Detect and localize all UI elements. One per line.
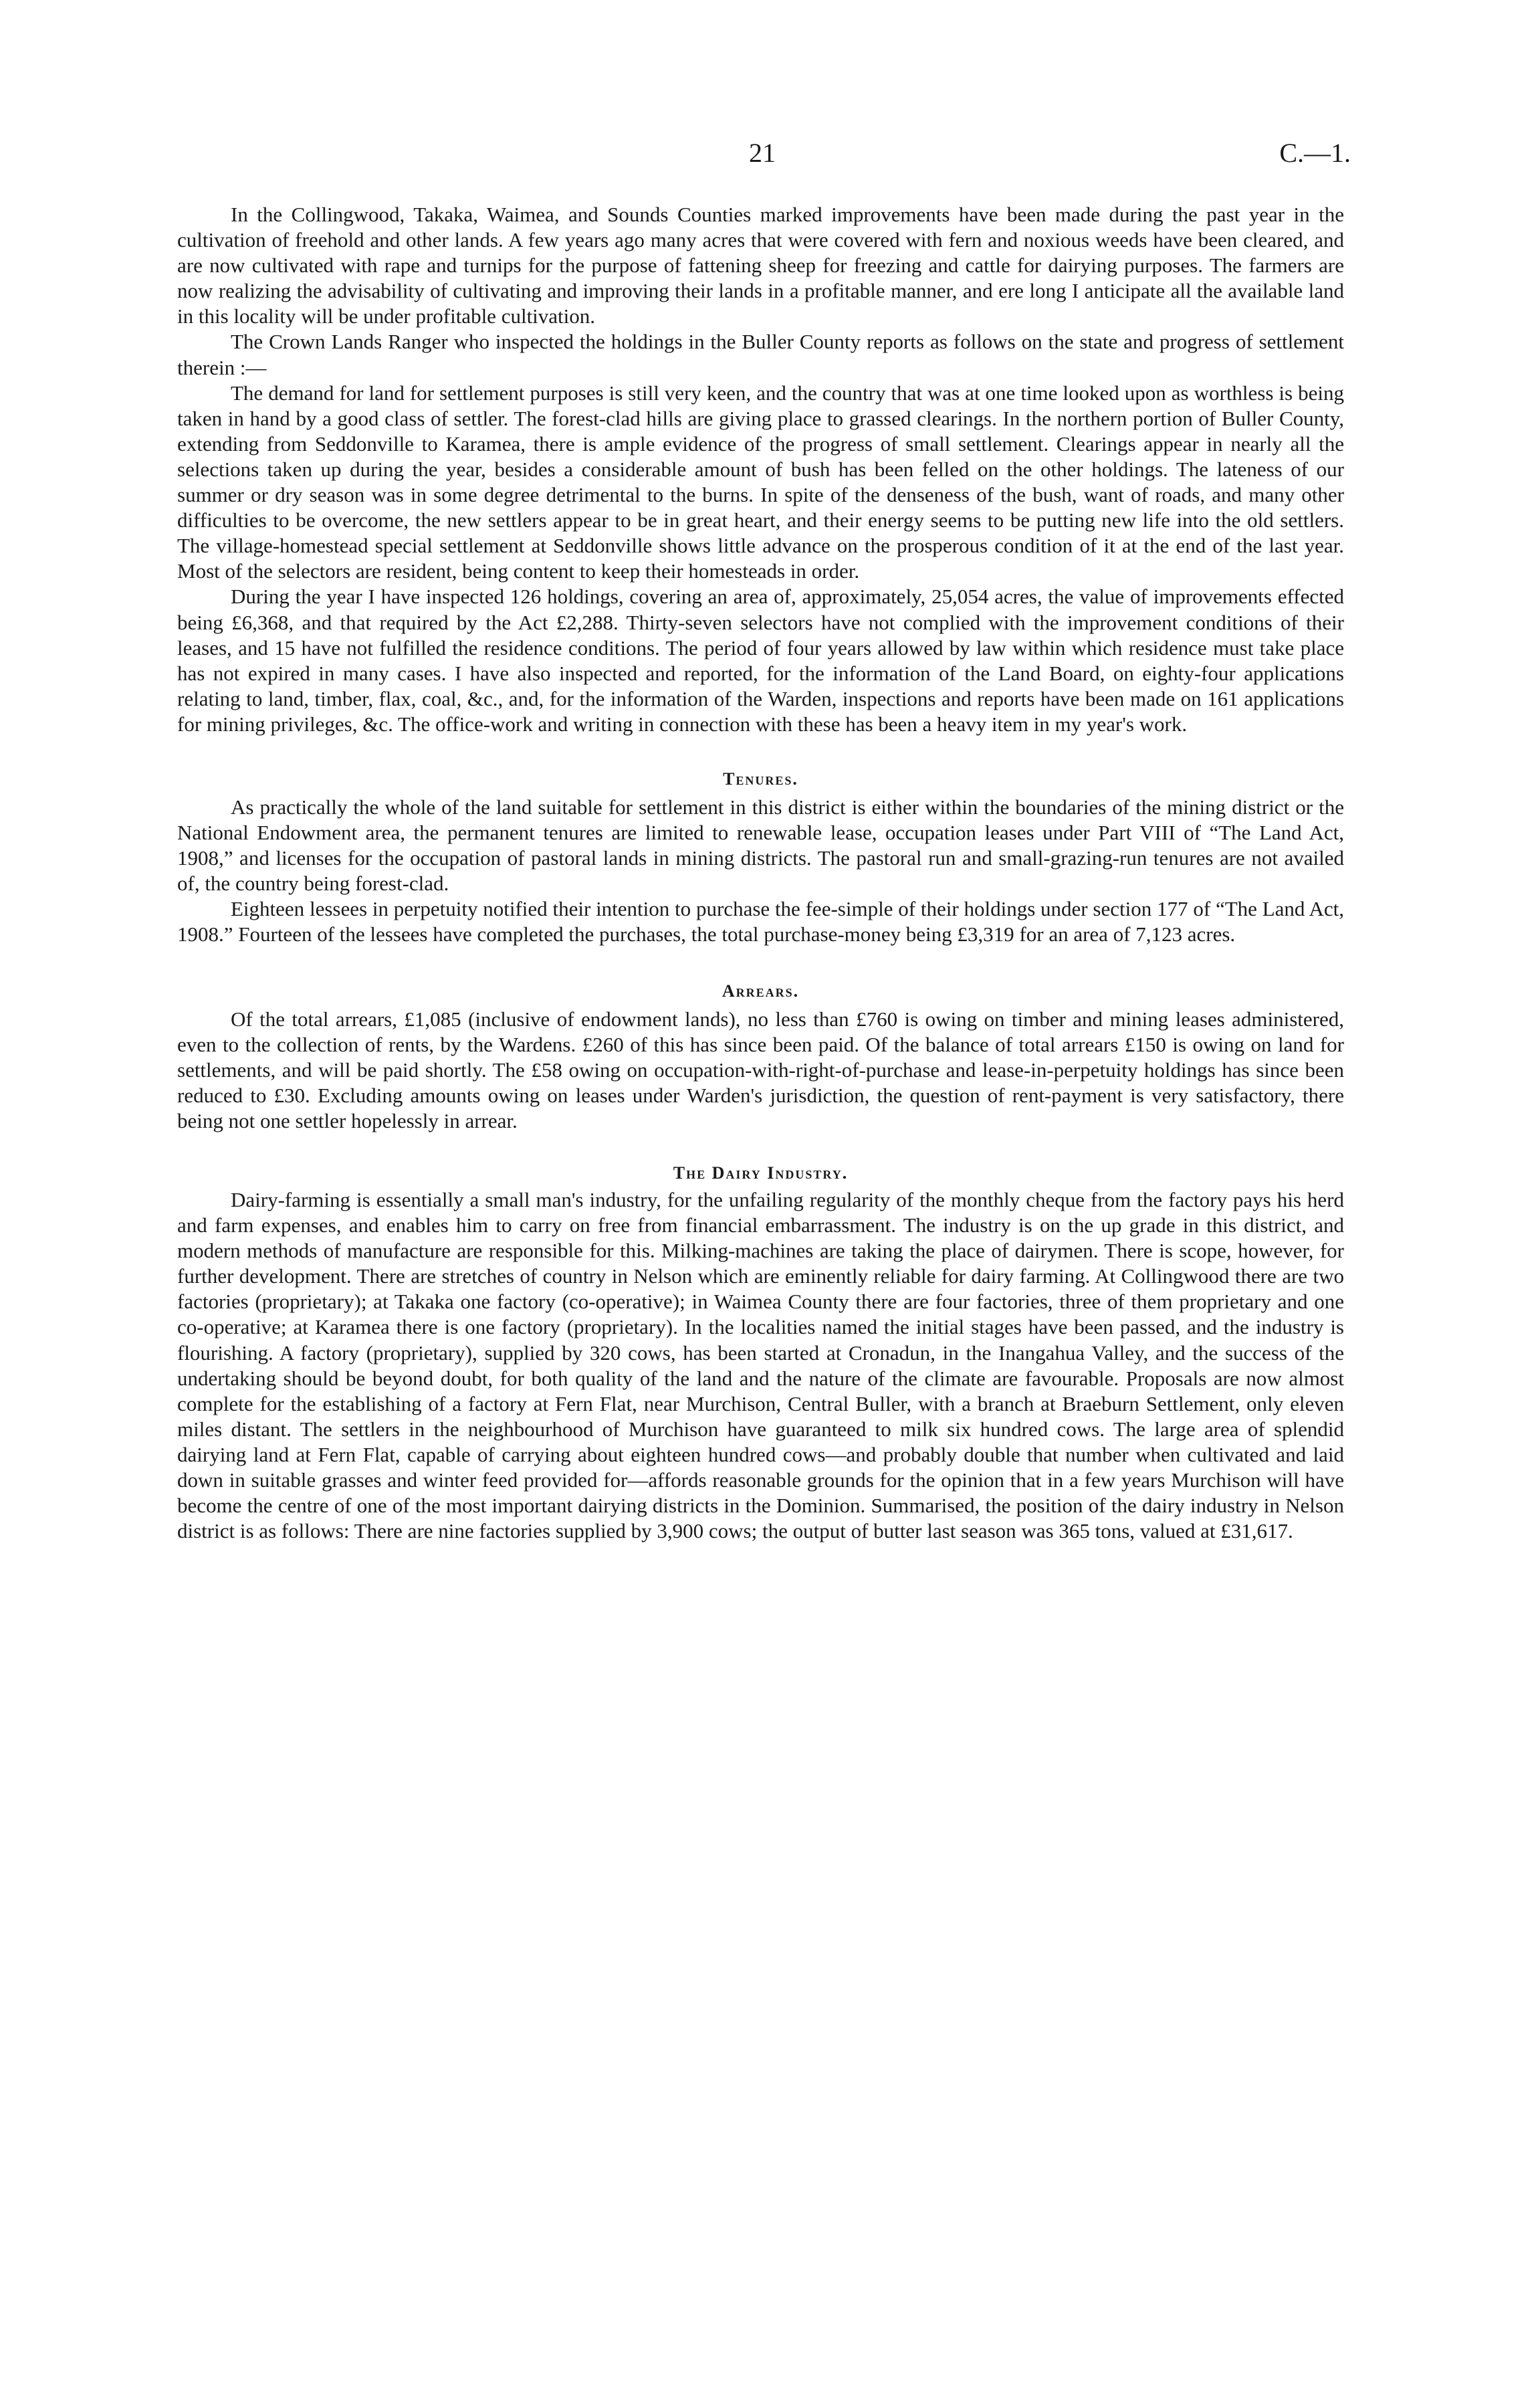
paragraph: The Crown Lands Ranger who inspected the holdings in the Buller County reports as follows on the state and progress of settlement therein :— [177,330,1344,379]
paragraph: Dairy-farming is essentially a small man's industry, for the unfailing regularity of the monthly cheque from the factory pays his herd and farm expenses, and enables him to carry on free from financial embarrassment. The industry is on the up grade in this district, and modern methods of manufacture are responsible for this. Milking-machines are taking the place of dairymen. There is scope, however, for further development. There are stretches of country in Nelson which are eminently reliable for dairy farming. At Collingwood there are two factories (proprietary); at Takaka one factory (co-operative); in Waimea County there are four factories, three of them proprietary and one co-operative; at Karamea there is one factory (proprietary). In the localities named the initial stages have been passed, and the industry is flourishing. A factory (proprietary), supplied by 320 cows, has been started at Cronadun, in the Inangahua Valley, and the success of the undertaking should be beyond doubt, for both quality of the land and the nature of the climate are favourable. Proposals are now almost complete for the establishing of a factory at Fern Flat, near Murchison, Central Buller, with a branch at Braeburn Settlement, only eleven miles distant. The settlers in the neighbourhood of Murchison have guaranteed to milk six hundred cows. The large area of splendid dairying land at Fern Flat, capable of carrying about eighteen hundred cows—and probably double that number when cultivated and laid down in suitable grasses and winter feed provided for—affords reasonable grounds for the opinion that in a few years Murchison will have become the centre of one of the most important dairying districts in the Dominion. Summarised, the position of the dairy industry in Nelson district is as follows: There are nine factories supplied by 3,900 cows; the output of butter last season was 365 tons, valued at £31,617. [177,1188,1344,1543]
paragraph: Of the total arrears, £1,085 (inclusive of endowment lands), no less than £760 is owing on timber and mining leases administered, even to the collection of rents, by the Wardens. £260 of this has since been paid. Of the balance of total arrears £150 is owing on land for settlements, and will be paid shortly. The £58 owing on occupation-with-right-of-purchase and lease-in-perpetuity holdings has since been reduced to £30. Excluding amounts owing on leases under Warden's jurisdiction, the question of rent-payment is very satisfactory, there being not one settler hopelessly in arrear. [177,1007,1344,1132]
document-body [177,202,1344,1544]
paragraph: In the Collingwood, Takaka, Waimea, and Sounds Counties marked improvements have been made during the past year in the cultivation of freehold and other lands. A few years ago many acres that were covered with fern and noxious weeds have been cleared, and are now cultivated with rape and turnips for the purpose of fattening sheep for freezing and cattle for dairying purposes. The farmers are now realizing the advisability of cultivating and improving their lands in a profitable manner, and ere long I anticipate all the available land in this locality will be under profitable cultivation. [177,203,1344,328]
paragraph: During the year I have inspected 126 holdings, covering an area of, approximately, 25,054 acres, the value of improvements effected being £6,368, and that required by the Act £2,288. Thirty-seven selectors have not complied with the improvement conditions of their leases, and 15 have not fulfilled the residence conditions. The period of four years allowed by law within which residence must take place has not expired in many cases. I have also inspected and reported, for the information of the Land Board, on eighty-four applications relating to land, timber, flax, coal, &c., and, for the information of the Warden, inspections and reports have been made on 161 applications for mining privileges, &c. The office-work and writing in connection with these has been a heavy item in my year's work. [177,585,1344,736]
paragraph: As practically the whole of the land suitable for settlement in this district is either within the boundaries of the mining district or the National Endowment area, the permanent tenures are limited to renewable lease, occupation leases under Part VIII of “The Land Act, 1908,” and licenses for the occupation of pastoral lands in mining districts. The pastoral run and small-grazing-run tenures are not availed of, the country being forest-clad. [177,795,1344,896]
page-number: 21 [749,138,776,168]
section-heading-arrears: Arrears. [722,981,800,1001]
section-heading-tenures: Tenures. [723,769,798,789]
paragraph: Eighteen lessees in perpetuity notified their intention to purchase the fee-simple of their holdings under section 177 of “The Land Act, 1908.” Fourteen of the lessees have completed the purchases, the total purchase-money being £3,319 for an area of 7,123 acres. [177,897,1344,946]
document-reference: C.—1. [1279,138,1351,168]
page-header [174,137,1351,177]
paragraph: The demand for land for settlement purposes is still very keen, and the country that was at one time looked upon as worthless is being taken in hand by a good class of settler. The forest-clad hills are giving place to grassed clearings. In the northern portion of Buller County, extending from Seddonville to Karamea, there is ample evidence of the progress of small settlement. Clearings appear in nearly all the selections taken up during the year, besides a considerable amount of bush has been felled on the other holdings. The lateness of our summer or dry season was in some degree detrimental to the burns. In spite of the denseness of the bush, want of roads, and many other difficulties to be overcome, the new settlers appear to be in great heart, and their energy seems to be putting new life into the old settlers. The village-homestead special settlement at Seddonville shows little advance on the prosperous condition of it at the end of the last year. Most of the selectors are resident, being content to keep their homesteads in order. [177,381,1344,583]
section-heading-dairy-industry: The Dairy Industry. [673,1163,849,1183]
